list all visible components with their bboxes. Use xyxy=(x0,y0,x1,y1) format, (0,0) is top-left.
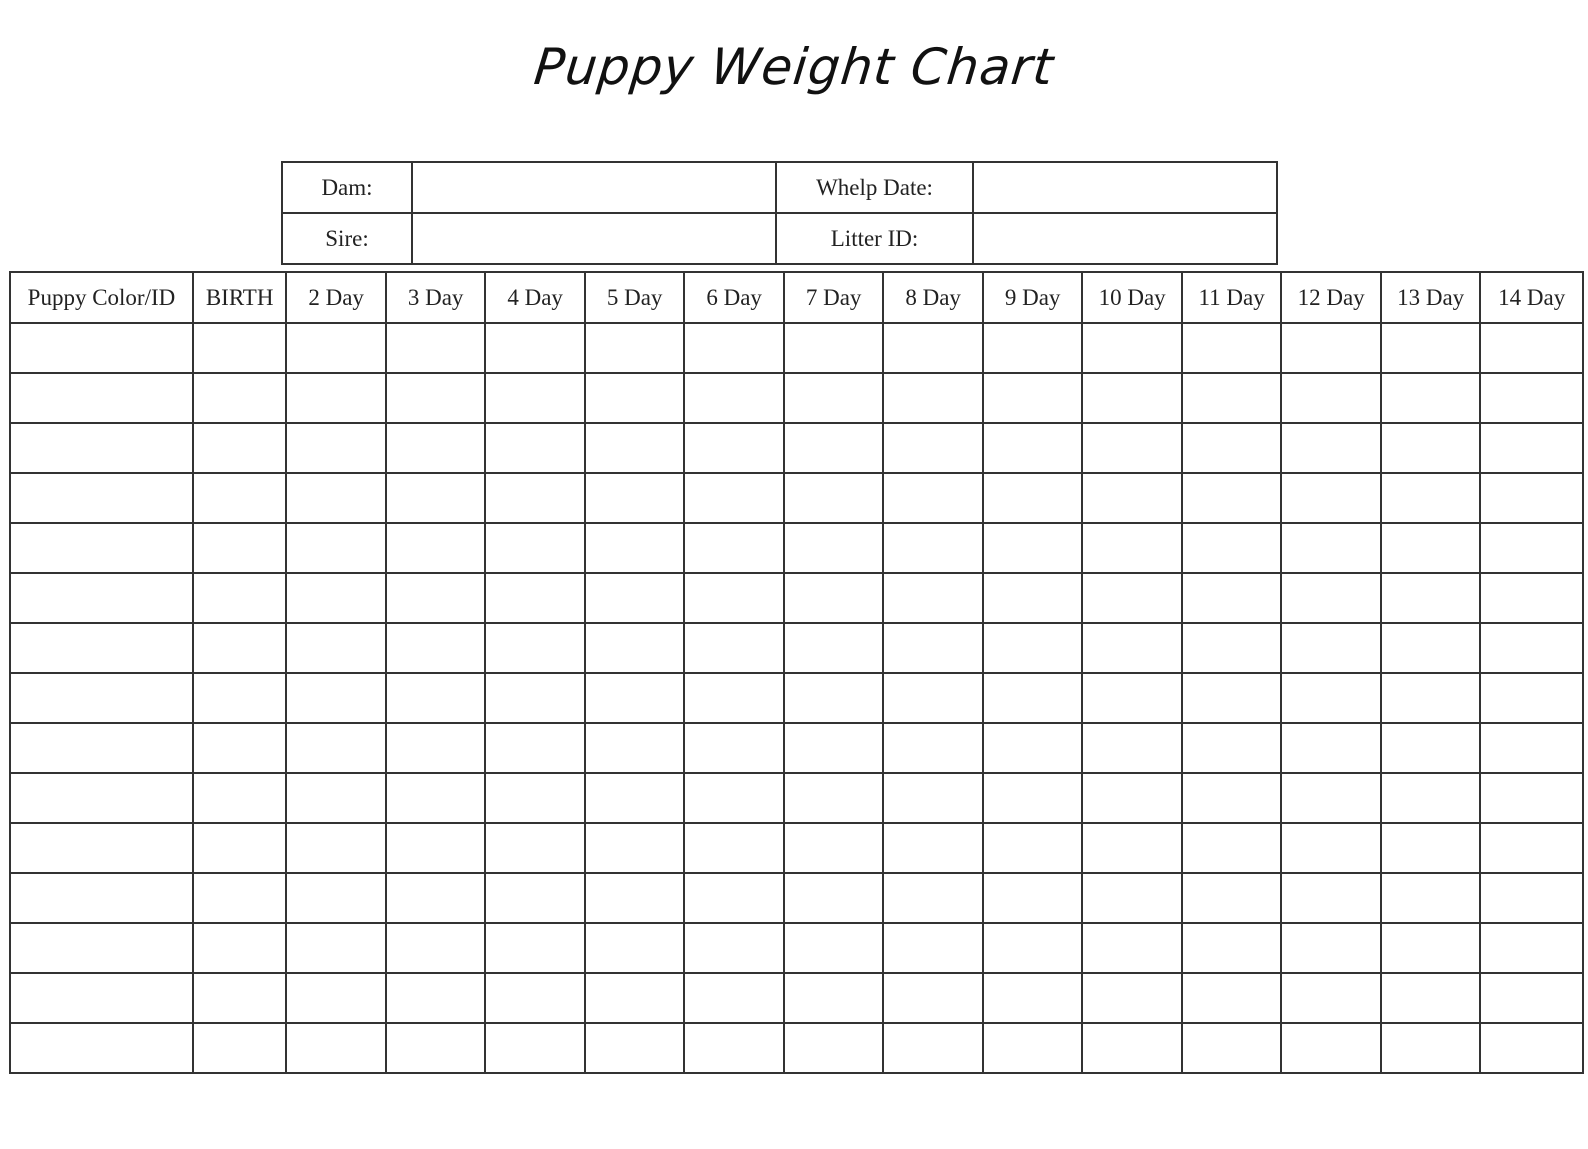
table-row xyxy=(10,973,1583,1023)
table-cell[interactable] xyxy=(684,323,784,373)
table-cell[interactable] xyxy=(1182,773,1282,823)
table-cell[interactable] xyxy=(1082,623,1182,673)
table-cell[interactable] xyxy=(1480,923,1583,973)
table-cell[interactable] xyxy=(883,423,983,473)
table-cell[interactable] xyxy=(585,1023,685,1073)
table-cell[interactable] xyxy=(983,723,1083,773)
table-cell[interactable] xyxy=(286,573,386,623)
table-cell[interactable] xyxy=(1480,373,1583,423)
table-cell[interactable] xyxy=(1480,773,1583,823)
info-row-dam xyxy=(282,162,1277,213)
table-row xyxy=(10,473,1583,523)
table-cell[interactable] xyxy=(10,973,193,1023)
table-cell[interactable] xyxy=(1381,423,1481,473)
table-cell[interactable] xyxy=(1182,573,1282,623)
table-cell[interactable] xyxy=(10,473,193,523)
table-cell[interactable] xyxy=(386,973,486,1023)
table-cell[interactable] xyxy=(585,723,685,773)
table-cell[interactable] xyxy=(883,823,983,873)
table-cell[interactable] xyxy=(10,623,193,673)
table-cell[interactable] xyxy=(1281,623,1381,673)
table-cell[interactable] xyxy=(684,473,784,523)
column-header: 14 Day xyxy=(1480,272,1583,323)
table-cell[interactable] xyxy=(1182,973,1282,1023)
table-cell[interactable] xyxy=(1182,423,1282,473)
table-cell[interactable] xyxy=(485,823,585,873)
table-cell[interactable] xyxy=(684,773,784,823)
table-cell[interactable] xyxy=(983,573,1083,623)
table-cell[interactable] xyxy=(286,623,386,673)
dam-field[interactable] xyxy=(412,162,776,213)
table-cell[interactable] xyxy=(1381,373,1481,423)
table-cell[interactable] xyxy=(1082,1023,1182,1073)
table-cell[interactable] xyxy=(1281,773,1381,823)
table-cell[interactable] xyxy=(10,373,193,423)
table-cell[interactable] xyxy=(983,623,1083,673)
page-title: Puppy Weight Chart xyxy=(531,38,1057,96)
table-cell[interactable] xyxy=(1480,973,1583,1023)
table-cell[interactable] xyxy=(386,873,486,923)
table-cell[interactable] xyxy=(883,473,983,523)
table-cell[interactable] xyxy=(485,573,585,623)
table-cell[interactable] xyxy=(784,423,884,473)
sire-label: Sire: xyxy=(282,213,412,264)
table-cell[interactable] xyxy=(386,623,486,673)
table-cell[interactable] xyxy=(883,623,983,673)
table-cell[interactable] xyxy=(684,573,784,623)
table-cell[interactable] xyxy=(286,973,386,1023)
table-cell[interactable] xyxy=(983,823,1083,873)
table-cell[interactable] xyxy=(1480,473,1583,523)
table-cell[interactable] xyxy=(286,323,386,373)
table-cell[interactable] xyxy=(485,423,585,473)
table-cell[interactable] xyxy=(1182,323,1282,373)
table-cell[interactable] xyxy=(585,373,685,423)
table-cell[interactable] xyxy=(1480,723,1583,773)
table-cell[interactable] xyxy=(485,673,585,723)
table-cell[interactable] xyxy=(983,923,1083,973)
table-cell[interactable] xyxy=(1480,823,1583,873)
litter-id-label: Litter ID: xyxy=(776,213,973,264)
table-cell[interactable] xyxy=(784,773,884,823)
column-header: 4 Day xyxy=(485,272,585,323)
table-cell[interactable] xyxy=(585,673,685,723)
table-cell[interactable] xyxy=(684,673,784,723)
table-cell[interactable] xyxy=(585,523,685,573)
table-cell[interactable] xyxy=(585,623,685,673)
table-cell[interactable] xyxy=(193,473,286,523)
table-cell[interactable] xyxy=(585,323,685,373)
litter-info-table xyxy=(281,161,1278,265)
table-body xyxy=(10,323,1583,1073)
table-cell[interactable] xyxy=(286,373,386,423)
table-cell[interactable] xyxy=(386,773,486,823)
table-cell[interactable] xyxy=(1082,423,1182,473)
table-cell[interactable] xyxy=(193,573,286,623)
table-cell[interactable] xyxy=(485,1023,585,1073)
table-cell[interactable] xyxy=(193,1023,286,1073)
table-cell[interactable] xyxy=(1182,473,1282,523)
table-row xyxy=(10,373,1583,423)
table-cell[interactable] xyxy=(1082,923,1182,973)
table-cell[interactable] xyxy=(1182,1023,1282,1073)
litter-id-field[interactable] xyxy=(973,213,1277,264)
table-cell[interactable] xyxy=(1381,823,1481,873)
whelp-date-label: Whelp Date: xyxy=(776,162,973,213)
column-header: 2 Day xyxy=(286,272,386,323)
table-row xyxy=(10,773,1583,823)
table-cell[interactable] xyxy=(193,923,286,973)
table-cell[interactable] xyxy=(1082,673,1182,723)
whelp-date-field[interactable] xyxy=(973,162,1277,213)
table-cell[interactable] xyxy=(386,923,486,973)
table-cell[interactable] xyxy=(1082,323,1182,373)
table-row xyxy=(10,673,1583,723)
table-cell[interactable] xyxy=(784,673,884,723)
table-cell[interactable] xyxy=(883,1023,983,1073)
table-cell[interactable] xyxy=(193,373,286,423)
table-cell[interactable] xyxy=(386,723,486,773)
table-cell[interactable] xyxy=(1381,973,1481,1023)
table-cell[interactable] xyxy=(1381,773,1481,823)
table-cell[interactable] xyxy=(1381,923,1481,973)
table-cell[interactable] xyxy=(883,773,983,823)
table-cell[interactable] xyxy=(684,723,784,773)
table-cell[interactable] xyxy=(1082,873,1182,923)
table-cell[interactable] xyxy=(386,323,486,373)
table-cell[interactable] xyxy=(10,823,193,873)
table-cell[interactable] xyxy=(1480,323,1583,373)
column-header: 5 Day xyxy=(585,272,685,323)
column-header: 11 Day xyxy=(1182,272,1282,323)
table-cell[interactable] xyxy=(10,923,193,973)
table-cell[interactable] xyxy=(10,873,193,923)
table-cell[interactable] xyxy=(883,673,983,723)
table-row xyxy=(10,723,1583,773)
table-cell[interactable] xyxy=(585,473,685,523)
table-cell[interactable] xyxy=(10,723,193,773)
table-cell[interactable] xyxy=(386,423,486,473)
table-cell[interactable] xyxy=(1182,923,1282,973)
table-cell[interactable] xyxy=(193,623,286,673)
table-cell[interactable] xyxy=(386,823,486,873)
table-cell[interactable] xyxy=(684,523,784,573)
table-cell[interactable] xyxy=(485,323,585,373)
table-cell[interactable] xyxy=(883,873,983,923)
table-cell[interactable] xyxy=(1082,723,1182,773)
table-cell[interactable] xyxy=(1082,473,1182,523)
table-cell[interactable] xyxy=(1281,1023,1381,1073)
table-cell[interactable] xyxy=(286,823,386,873)
table-cell[interactable] xyxy=(684,823,784,873)
table-cell[interactable] xyxy=(10,423,193,473)
table-cell[interactable] xyxy=(684,923,784,973)
table-cell[interactable] xyxy=(1480,673,1583,723)
table-cell[interactable] xyxy=(10,573,193,623)
column-header: 13 Day xyxy=(1381,272,1481,323)
table-row xyxy=(10,1023,1583,1073)
dam-label: Dam: xyxy=(282,162,412,213)
table-cell[interactable] xyxy=(286,1023,386,1073)
table-cell[interactable] xyxy=(286,723,386,773)
table-cell[interactable] xyxy=(1480,573,1583,623)
table-cell[interactable] xyxy=(485,773,585,823)
table-cell[interactable] xyxy=(1281,473,1381,523)
table-cell[interactable] xyxy=(1082,773,1182,823)
table-cell[interactable] xyxy=(1281,323,1381,373)
table-header-row xyxy=(10,272,1583,323)
table-cell[interactable] xyxy=(585,423,685,473)
table-cell[interactable] xyxy=(784,623,884,673)
table-cell[interactable] xyxy=(585,823,685,873)
table-row xyxy=(10,573,1583,623)
table-cell[interactable] xyxy=(1082,573,1182,623)
table-cell[interactable] xyxy=(1281,923,1381,973)
table-cell[interactable] xyxy=(1082,373,1182,423)
table-cell[interactable] xyxy=(983,973,1083,1023)
table-cell[interactable] xyxy=(1182,823,1282,873)
table-cell[interactable] xyxy=(684,1023,784,1073)
table-cell[interactable] xyxy=(1480,523,1583,573)
table-cell[interactable] xyxy=(1381,673,1481,723)
table-cell[interactable] xyxy=(1381,523,1481,573)
table-cell[interactable] xyxy=(1381,323,1481,373)
table-cell[interactable] xyxy=(784,323,884,373)
table-cell[interactable] xyxy=(684,973,784,1023)
table-cell[interactable] xyxy=(883,373,983,423)
table-cell[interactable] xyxy=(784,523,884,573)
table-cell[interactable] xyxy=(585,973,685,1023)
table-cell[interactable] xyxy=(193,723,286,773)
table-cell[interactable] xyxy=(1480,423,1583,473)
column-header: BIRTH xyxy=(193,272,286,323)
column-header: 8 Day xyxy=(883,272,983,323)
table-cell[interactable] xyxy=(1281,673,1381,723)
table-cell[interactable] xyxy=(10,773,193,823)
table-row xyxy=(10,923,1583,973)
sire-field[interactable] xyxy=(412,213,776,264)
table-cell[interactable] xyxy=(983,673,1083,723)
table-cell[interactable] xyxy=(883,923,983,973)
table-cell[interactable] xyxy=(1182,373,1282,423)
table-cell[interactable] xyxy=(1082,523,1182,573)
column-header: 10 Day xyxy=(1082,272,1182,323)
table-cell[interactable] xyxy=(286,423,386,473)
table-cell[interactable] xyxy=(784,573,884,623)
column-header: 12 Day xyxy=(1281,272,1381,323)
table-cell[interactable] xyxy=(684,623,784,673)
table-cell[interactable] xyxy=(784,923,884,973)
table-cell[interactable] xyxy=(10,323,193,373)
table-cell[interactable] xyxy=(883,523,983,573)
column-header: 9 Day xyxy=(983,272,1083,323)
table-cell[interactable] xyxy=(10,673,193,723)
table-cell[interactable] xyxy=(1480,873,1583,923)
table-cell[interactable] xyxy=(386,523,486,573)
table-cell[interactable] xyxy=(883,573,983,623)
info-row-sire xyxy=(282,213,1277,264)
table-cell[interactable] xyxy=(386,673,486,723)
table-cell[interactable] xyxy=(193,973,286,1023)
table-cell[interactable] xyxy=(585,923,685,973)
table-cell[interactable] xyxy=(585,573,685,623)
table-cell[interactable] xyxy=(286,523,386,573)
table-cell[interactable] xyxy=(286,923,386,973)
table-cell[interactable] xyxy=(983,1023,1083,1073)
table-cell[interactable] xyxy=(286,473,386,523)
column-header: 3 Day xyxy=(386,272,486,323)
table-cell[interactable] xyxy=(784,973,884,1023)
table-cell[interactable] xyxy=(1281,373,1381,423)
table-cell[interactable] xyxy=(485,473,585,523)
table-cell[interactable] xyxy=(1182,673,1282,723)
table-cell[interactable] xyxy=(485,523,585,573)
table-cell[interactable] xyxy=(1281,723,1381,773)
table-cell[interactable] xyxy=(1182,523,1282,573)
table-cell[interactable] xyxy=(1381,1023,1481,1073)
table-cell[interactable] xyxy=(485,623,585,673)
table-cell[interactable] xyxy=(1480,1023,1583,1073)
table-cell[interactable] xyxy=(983,523,1083,573)
table-cell[interactable] xyxy=(193,423,286,473)
table-cell[interactable] xyxy=(585,773,685,823)
table-cell[interactable] xyxy=(1182,723,1282,773)
table-cell[interactable] xyxy=(1480,623,1583,673)
table-cell[interactable] xyxy=(784,873,884,923)
table-cell[interactable] xyxy=(286,673,386,723)
table-cell[interactable] xyxy=(386,573,486,623)
table-row xyxy=(10,623,1583,673)
column-header: Puppy Color/ID xyxy=(10,272,193,323)
table-cell[interactable] xyxy=(485,723,585,773)
table-cell[interactable] xyxy=(193,873,286,923)
table-cell[interactable] xyxy=(784,373,884,423)
table-cell[interactable] xyxy=(983,423,1083,473)
table-cell[interactable] xyxy=(983,773,1083,823)
table-cell[interactable] xyxy=(784,473,884,523)
table-cell[interactable] xyxy=(784,823,884,873)
table-cell[interactable] xyxy=(1182,873,1282,923)
table-cell[interactable] xyxy=(1281,573,1381,623)
table-cell[interactable] xyxy=(286,773,386,823)
table-cell[interactable] xyxy=(386,373,486,423)
table-cell[interactable] xyxy=(684,373,784,423)
table-cell[interactable] xyxy=(983,323,1083,373)
table-row xyxy=(10,523,1583,573)
table-cell[interactable] xyxy=(883,973,983,1023)
table-cell[interactable] xyxy=(1381,473,1481,523)
table-cell[interactable] xyxy=(1281,873,1381,923)
table-cell[interactable] xyxy=(585,873,685,923)
table-cell[interactable] xyxy=(1381,723,1481,773)
table-cell[interactable] xyxy=(1082,823,1182,873)
table-cell[interactable] xyxy=(784,723,884,773)
table-cell[interactable] xyxy=(1281,973,1381,1023)
table-cell[interactable] xyxy=(784,1023,884,1073)
table-cell[interactable] xyxy=(983,873,1083,923)
table-cell[interactable] xyxy=(883,723,983,773)
table-cell[interactable] xyxy=(485,373,585,423)
table-cell[interactable] xyxy=(485,973,585,1023)
table-cell[interactable] xyxy=(286,873,386,923)
table-cell[interactable] xyxy=(983,373,1083,423)
table-cell[interactable] xyxy=(386,1023,486,1073)
table-cell[interactable] xyxy=(684,873,784,923)
table-row xyxy=(10,873,1583,923)
column-header: 7 Day xyxy=(784,272,884,323)
table-cell[interactable] xyxy=(193,773,286,823)
table-cell[interactable] xyxy=(1281,823,1381,873)
table-cell[interactable] xyxy=(1082,973,1182,1023)
table-cell[interactable] xyxy=(1381,873,1481,923)
table-cell[interactable] xyxy=(193,323,286,373)
table-cell[interactable] xyxy=(1381,573,1481,623)
table-cell[interactable] xyxy=(193,523,286,573)
table-cell[interactable] xyxy=(1281,423,1381,473)
table-cell[interactable] xyxy=(1182,623,1282,673)
table-row xyxy=(10,823,1583,873)
weight-table xyxy=(9,271,1584,1074)
table-cell[interactable] xyxy=(485,923,585,973)
column-header: 6 Day xyxy=(684,272,784,323)
table-cell[interactable] xyxy=(684,423,784,473)
table-cell[interactable] xyxy=(485,873,585,923)
table-cell[interactable] xyxy=(10,1023,193,1073)
table-cell[interactable] xyxy=(193,673,286,723)
table-row xyxy=(10,323,1583,373)
table-cell[interactable] xyxy=(983,473,1083,523)
table-cell[interactable] xyxy=(386,473,486,523)
table-row xyxy=(10,423,1583,473)
table-cell[interactable] xyxy=(883,323,983,373)
table-cell[interactable] xyxy=(10,523,193,573)
table-cell[interactable] xyxy=(193,823,286,873)
table-cell[interactable] xyxy=(1381,623,1481,673)
table-cell[interactable] xyxy=(1281,523,1381,573)
